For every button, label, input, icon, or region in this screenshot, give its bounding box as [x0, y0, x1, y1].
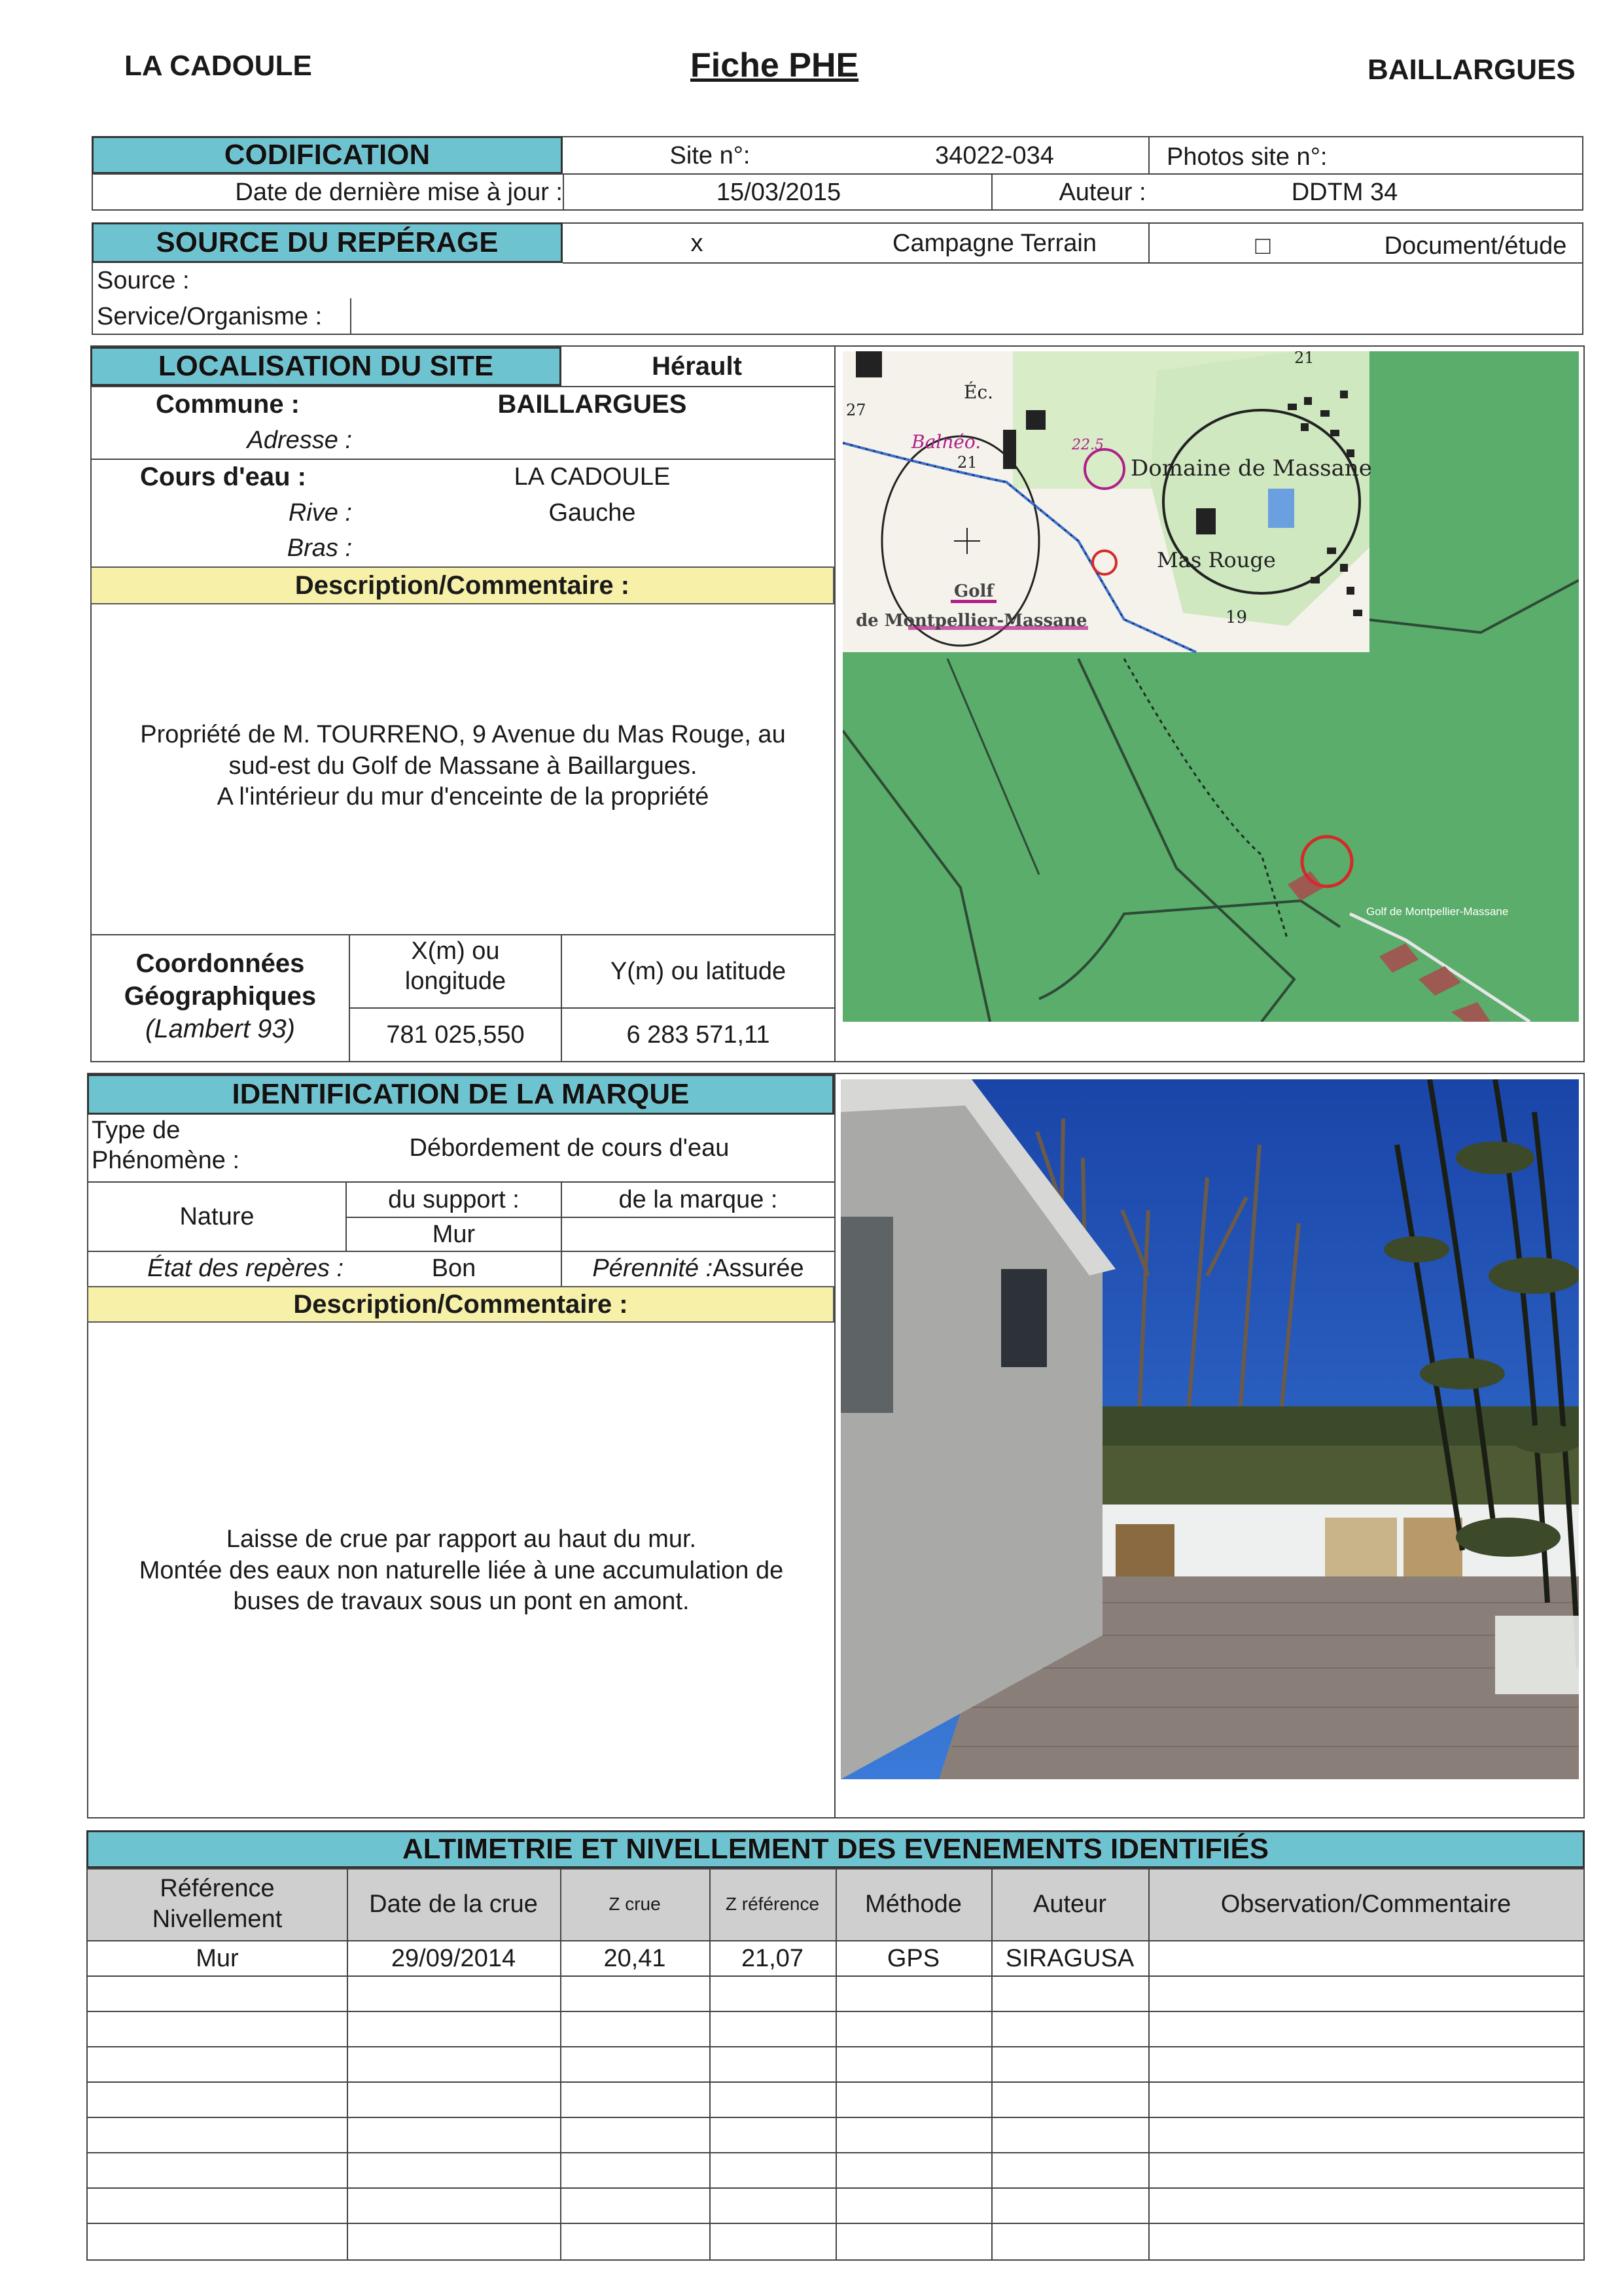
map-label-balneo: Balnéo. [911, 431, 981, 453]
desc-line: A l'intérieur du mur d'enceinte de la propriété [217, 783, 709, 810]
map-label-27: 27 [846, 401, 866, 419]
x-label: X(m) ou longitude [404, 937, 506, 995]
terrain-label: Campagne Terrain [892, 229, 1097, 257]
type-label: Type de Phénomène : [92, 1117, 240, 1174]
header-commune: BAILLARGUES [1368, 54, 1576, 86]
source-label: Source : [97, 266, 190, 294]
row1-date: 29/09/2014 [391, 1944, 516, 1972]
date-label: Date de dernière mise à jour : [235, 178, 563, 206]
cours-label: Cours d'eau : [140, 462, 306, 491]
col-auteur: Auteur [1033, 1890, 1106, 1918]
map-label-domaine: Domaine de Massane [1131, 455, 1372, 481]
header-river: LA CADOULE [124, 50, 312, 82]
coord-title: Coordonnées Géographiques (Lambert 93) [124, 949, 317, 1043]
desc-line: Laisse de crue par rapport au haut du mur. [226, 1525, 697, 1553]
identification-description [88, 1524, 834, 1618]
col-methode: Méthode [865, 1890, 962, 1918]
departement: Hérault [652, 351, 742, 381]
map-label-mas-rouge: Mas Rouge [1157, 548, 1276, 572]
col-z-reference: Z référence [725, 1894, 820, 1914]
col-z-crue: Z crue [609, 1894, 661, 1914]
map-label-21b: 21 [1294, 351, 1315, 367]
auteur-label: Auteur : [1059, 178, 1146, 206]
localisation-description [92, 720, 834, 813]
photos-label: Photos site n°: [1167, 143, 1328, 171]
support-label: du support : [388, 1185, 520, 1213]
localisation-desc-title: Description/Commentaire : [90, 566, 834, 604]
row1-observation [1148, 1941, 1583, 1975]
type-value: Débordement de cours d'eau [409, 1134, 730, 1162]
map-label-golf: Golf [954, 582, 994, 601]
desc-line: buses de travaux sous un pont en amont. [233, 1588, 690, 1615]
support-value: Mur [432, 1220, 476, 1248]
y-label: Y(m) ou latitude [610, 957, 786, 985]
row1-z-reference: 21,07 [741, 1944, 804, 1972]
site-photo [841, 1079, 1579, 1779]
desc-line: sud-est du Golf de Massane à Baillargues. [228, 752, 697, 780]
nature-label: Nature [179, 1202, 255, 1230]
codification-title: CODIFICATION [92, 136, 563, 174]
map-label-21a: 21 [957, 453, 978, 472]
source-title: SOURCE DU REPÉRAGE [92, 222, 563, 263]
cours-value: LA CADOULE [514, 462, 671, 491]
etat-label: État des repères : [147, 1254, 344, 1282]
site-value: 34022-034 [935, 141, 1054, 169]
rive-label: Rive : [288, 498, 352, 527]
altimetrie-title: ALTIMETRIE ET NIVELLEMENT DES EVENEMENTS IDENTIFIÉS [86, 1830, 1585, 1868]
location-map [843, 351, 1579, 1022]
col-reference: Référence Nivellement [152, 1874, 283, 1933]
ortho-golf-label: Golf de Montpellier-Massane [1366, 905, 1509, 918]
y-value: 6 283 571,11 [626, 1020, 770, 1049]
desc-line: Propriété de M. TOURRENO, 9 Avenue du Mas Rouge, au [140, 721, 786, 748]
row1-z-crue: 20,41 [603, 1944, 666, 1972]
identification-title: IDENTIFICATION DE LA MARQUE [87, 1074, 834, 1115]
map-label-golf-full: de Montpellier-Massane [856, 611, 1087, 631]
perennite [562, 1252, 834, 1285]
desc-line: Montée des eaux non naturelle liée à une accumulation de [139, 1556, 784, 1584]
document-checkbox[interactable]: □ [1255, 232, 1271, 260]
identification-desc-title: Description/Commentaire : [87, 1286, 834, 1323]
page-title: Fiche PHE [690, 46, 859, 84]
x-value: 781 025,550 [386, 1020, 525, 1049]
perennite-value: Assurée [713, 1254, 804, 1282]
map-label-225: 22.5 [1072, 437, 1104, 453]
row1-auteur: SIRAGUSA [1005, 1944, 1135, 1972]
commune-label: Commune : [156, 389, 300, 419]
map-label-ec: Éc. [964, 381, 994, 403]
row1-reference: Mur [196, 1944, 239, 1972]
perennite-label: Pérennité : [592, 1254, 713, 1282]
document-label: Document/étude [1384, 232, 1567, 260]
terrain-checkbox-mark[interactable]: x [690, 229, 703, 257]
rive-value: Gauche [548, 498, 636, 527]
col-date: Date de la crue [369, 1890, 538, 1918]
date-value: 15/03/2015 [716, 178, 841, 206]
localisation-title: LOCALISATION DU SITE [90, 347, 561, 386]
etat-value: Bon [431, 1254, 476, 1282]
service-label: Service/Organisme : [97, 302, 323, 330]
adresse-label: Adresse : [247, 426, 352, 454]
marque-label: de la marque : [618, 1185, 778, 1213]
map-label-19: 19 [1226, 608, 1248, 627]
auteur-value: DDTM 34 [1291, 178, 1398, 206]
bras-label: Bras : [287, 534, 352, 562]
site-label: Site n°: [669, 141, 750, 169]
row1-methode: GPS [887, 1944, 940, 1972]
col-observation: Observation/Commentaire [1220, 1890, 1511, 1918]
commune-value: BAILLARGUES [497, 389, 687, 419]
